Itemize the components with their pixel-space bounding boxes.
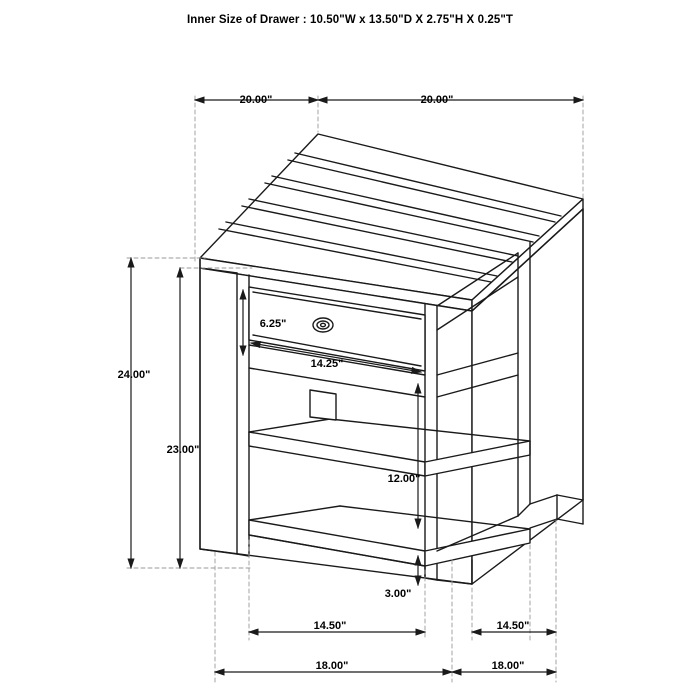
dim-label-bottom-side-inner: 14.50" [496, 620, 530, 632]
dim-label-top-right-depth: 20.00" [420, 94, 454, 106]
dim-label-bottom-side-outer: 18.00" [491, 660, 525, 672]
dim-label-top-left-width: 20.00" [239, 94, 273, 106]
page-title: Inner Size of Drawer : 10.50"W x 13.50"D X 2.75"H X 0.25"T [186, 14, 514, 26]
dim-label-bottom-front-outer: 18.00" [315, 660, 349, 672]
dim-label-leg-height: 3.00" [384, 588, 412, 600]
dim-label-drawer-height: 6.25" [259, 318, 287, 330]
dim-label-bottom-front-inner: 14.50" [313, 620, 347, 632]
dim-label-shelf-clearance: 12.00" [387, 473, 421, 485]
dim-label-drawer-width: 14.25" [310, 358, 344, 370]
dim-label-top-to-bottom-rail: 23.00" [166, 444, 200, 456]
dim-label-total-height: 24.00" [117, 369, 151, 381]
